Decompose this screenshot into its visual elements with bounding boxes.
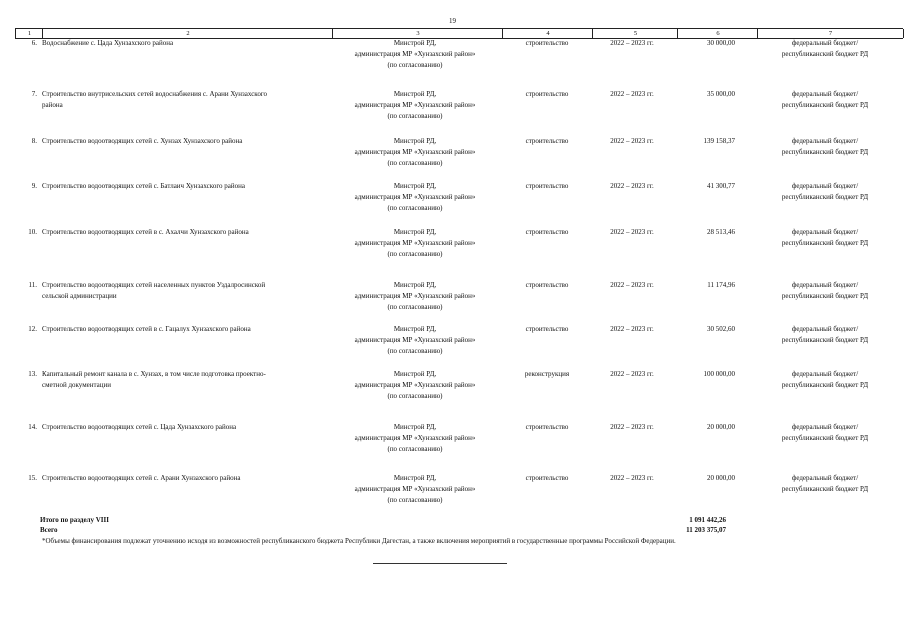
funding-source-line: федеральный бюджет/ xyxy=(791,39,859,47)
row-number: 6. xyxy=(31,39,37,47)
row-number: 11. xyxy=(28,281,37,289)
work-type: строительство xyxy=(525,474,569,482)
executor xyxy=(325,136,505,169)
funding-source-line: федеральный бюджет/ xyxy=(791,474,859,482)
period: 2022 – 2023 гг. xyxy=(610,474,654,482)
executor-line: администрация МР «Хунзахский район» xyxy=(354,485,476,493)
executor-line: (по согласованию) xyxy=(387,204,443,212)
funding-source-line: республиканский бюджет РД xyxy=(781,193,869,201)
divider-line xyxy=(373,563,507,564)
totals-labels xyxy=(40,515,109,535)
funding-source-line: федеральный бюджет/ xyxy=(791,325,859,333)
funding-source xyxy=(750,181,900,203)
row-number: 9. xyxy=(31,182,37,190)
row-number: 13. xyxy=(28,370,37,378)
funding-source-line: республиканский бюджет РД xyxy=(781,101,869,109)
executor xyxy=(325,324,505,357)
activity-name xyxy=(42,473,332,484)
executor xyxy=(325,89,505,122)
amount: 100 000,00 xyxy=(703,370,735,378)
activity-name-line: Строительство водоотводящих сетей с. Цада Хунзахского района xyxy=(42,423,237,431)
period: 2022 – 2023 гг. xyxy=(610,39,654,47)
work-type: строительство xyxy=(525,137,569,145)
work-type: реконструкция xyxy=(524,370,570,378)
funding-source-line: республиканский бюджет РД xyxy=(781,485,869,493)
executor-line: Минстрой РД, xyxy=(393,325,437,333)
activity-name xyxy=(42,369,332,391)
activity-name xyxy=(42,227,332,238)
header-col-6: 6 xyxy=(677,29,758,38)
footnote: *Объемы финансирования подлежат уточнению исходя из возможностей республиканского бюджета Республики Дагестан, а также включения мероприятий в государственные программы Российской Федерации. xyxy=(42,537,676,545)
activity-name xyxy=(42,422,332,433)
header-col-5: 5 xyxy=(592,29,678,38)
row-number: 8. xyxy=(31,137,37,145)
executor-line: (по согласованию) xyxy=(387,112,443,120)
amount: 35 000,00 xyxy=(707,90,735,98)
funding-source xyxy=(750,89,900,111)
work-type: строительство xyxy=(525,90,569,98)
executor-line: Минстрой РД, xyxy=(393,423,437,431)
section-total-label: Итого по разделу VIII xyxy=(40,516,109,524)
amount: 30 000,00 xyxy=(707,39,735,47)
activity-name xyxy=(42,324,332,335)
amount: 139 158,37 xyxy=(703,137,735,145)
funding-source-line: республиканский бюджет РД xyxy=(781,239,869,247)
period: 2022 – 2023 гг. xyxy=(610,281,654,289)
activity-name-line: сметной документации xyxy=(42,381,111,389)
executor-line: (по согласованию) xyxy=(387,347,443,355)
executor xyxy=(325,38,505,71)
executor-line: Минстрой РД, xyxy=(393,182,437,190)
amount: 28 513,46 xyxy=(707,228,735,236)
funding-source-line: республиканский бюджет РД xyxy=(781,50,869,58)
row-number: 15. xyxy=(28,474,37,482)
executor-line: (по согласованию) xyxy=(387,445,443,453)
activity-name-line: Строительство водоотводящих сетей населенных пунктов Уздалросинской xyxy=(42,281,266,289)
period: 2022 – 2023 гг. xyxy=(610,370,654,378)
executor-line: администрация МР «Хунзахский район» xyxy=(354,193,476,201)
row-number: 12. xyxy=(28,325,37,333)
funding-source xyxy=(750,369,900,391)
activity-name-line: Строительство водоотводящих сетей в с. Гацалух Хунзахского района xyxy=(42,325,251,333)
executor-line: администрация МР «Хунзахский район» xyxy=(354,50,476,58)
work-type: строительство xyxy=(525,182,569,190)
funding-source-line: республиканский бюджет РД xyxy=(781,292,869,300)
work-type: строительство xyxy=(525,281,569,289)
executor xyxy=(325,369,505,402)
row-number: 10. xyxy=(28,228,37,236)
funding-source-line: федеральный бюджет/ xyxy=(791,281,859,289)
executor-line: администрация МР «Хунзахский район» xyxy=(354,101,476,109)
executor xyxy=(325,473,505,506)
funding-source-line: республиканский бюджет РД xyxy=(781,434,869,442)
period: 2022 – 2023 гг. xyxy=(610,423,654,431)
executor-line: (по согласованию) xyxy=(387,250,443,258)
executor-line: Минстрой РД, xyxy=(393,39,437,47)
funding-source-line: федеральный бюджет/ xyxy=(791,137,859,145)
executor-line: администрация МР «Хунзахский район» xyxy=(354,381,476,389)
period: 2022 – 2023 гг. xyxy=(610,137,654,145)
grand-total-value: 11 203 375,07 xyxy=(686,526,726,534)
funding-source-line: федеральный бюджет/ xyxy=(791,90,859,98)
amount: 20 000,00 xyxy=(707,474,735,482)
activity-name-line: района xyxy=(42,101,63,109)
funding-source-line: федеральный бюджет/ xyxy=(791,228,859,236)
funding-source-line: республиканский бюджет РД xyxy=(781,336,869,344)
executor xyxy=(325,280,505,313)
executor-line: (по согласованию) xyxy=(387,496,443,504)
activity-name-line: Строительство водоотводящих сетей в с. Ахалчи Хунзахского района xyxy=(42,228,249,236)
work-type: строительство xyxy=(525,423,569,431)
activity-name xyxy=(42,136,332,147)
funding-source xyxy=(750,422,900,444)
activity-name-line: Строительство водоотводящих сетей с. Батлаич Хунзахского района xyxy=(42,182,245,190)
work-type: строительство xyxy=(525,325,569,333)
executor-line: (по согласованию) xyxy=(387,61,443,69)
funding-source-line: федеральный бюджет/ xyxy=(791,370,859,378)
page-number: 19 xyxy=(449,17,456,25)
period: 2022 – 2023 гг. xyxy=(610,228,654,236)
executor-line: администрация МР «Хунзахский район» xyxy=(354,336,476,344)
funding-source-line: республиканский бюджет РД xyxy=(781,148,869,156)
executor-line: (по согласованию) xyxy=(387,392,443,400)
executor-line: администрация МР «Хунзахский район» xyxy=(354,239,476,247)
funding-source-line: республиканский бюджет РД xyxy=(781,381,869,389)
executor-line: Минстрой РД, xyxy=(393,228,437,236)
period: 2022 – 2023 гг. xyxy=(610,90,654,98)
activity-name-line: Строительство водоотводящих сетей с. Хунзах Хунзахского района xyxy=(42,137,243,145)
work-type: строительство xyxy=(525,228,569,236)
executor xyxy=(325,227,505,260)
grand-total-label: Всего xyxy=(40,526,58,534)
amount: 11 174,96 xyxy=(707,281,735,289)
executor-line: Минстрой РД, xyxy=(393,370,437,378)
work-type: строительство xyxy=(525,39,569,47)
executor-line: администрация МР «Хунзахский район» xyxy=(354,434,476,442)
executor xyxy=(325,181,505,214)
funding-source xyxy=(750,324,900,346)
section-total-value: 1 091 442,26 xyxy=(689,516,726,524)
funding-source-line: федеральный бюджет/ xyxy=(791,182,859,190)
period: 2022 – 2023 гг. xyxy=(610,325,654,333)
activity-name-line: Строительство внутрисельских сетей водоснабжения с. Арани Хунзахского xyxy=(42,90,268,98)
header-col-1: 1 xyxy=(15,29,43,38)
executor-line: (по согласованию) xyxy=(387,303,443,311)
activity-name-line: Строительство водоотводящих сетей с. Арани Хунзахского района xyxy=(42,474,241,482)
activity-name xyxy=(42,89,332,111)
funding-source xyxy=(750,473,900,495)
executor-line: Минстрой РД, xyxy=(393,90,437,98)
executor-line: администрация МР «Хунзахский район» xyxy=(354,292,476,300)
executor-line: (по согласованию) xyxy=(387,159,443,167)
activity-name-line: сельской администрации xyxy=(42,292,117,300)
executor-line: администрация МР «Хунзахский район» xyxy=(354,148,476,156)
activity-name xyxy=(42,280,332,302)
amount: 20 000,00 xyxy=(707,423,735,431)
funding-source xyxy=(750,227,900,249)
executor-line: Минстрой РД, xyxy=(393,281,437,289)
activity-name xyxy=(42,181,332,192)
funding-source-line: федеральный бюджет/ xyxy=(791,423,859,431)
header-col-4: 4 xyxy=(502,29,593,38)
activity-name-line: Водоснабжение с. Цада Хунзахского района xyxy=(42,39,174,47)
header-col-2: 2 xyxy=(42,29,333,38)
funding-source xyxy=(750,38,900,60)
funding-source xyxy=(750,136,900,158)
amount: 30 502,60 xyxy=(707,325,735,333)
executor-line: Минстрой РД, xyxy=(393,137,437,145)
funding-source xyxy=(750,280,900,302)
header-col-3: 3 xyxy=(332,29,503,38)
row-number: 7. xyxy=(31,90,37,98)
activity-name xyxy=(42,38,332,49)
activity-name-line: Капитальный ремонт канала в с. Хунзах, в том числе подготовка проектно- xyxy=(42,370,266,378)
amount: 41 300,77 xyxy=(707,182,735,190)
header-col-7: 7 xyxy=(757,29,904,38)
totals-values xyxy=(660,515,726,535)
executor-line: Минстрой РД, xyxy=(393,474,437,482)
row-number: 14. xyxy=(28,423,37,431)
executor xyxy=(325,422,505,455)
period: 2022 – 2023 гг. xyxy=(610,182,654,190)
